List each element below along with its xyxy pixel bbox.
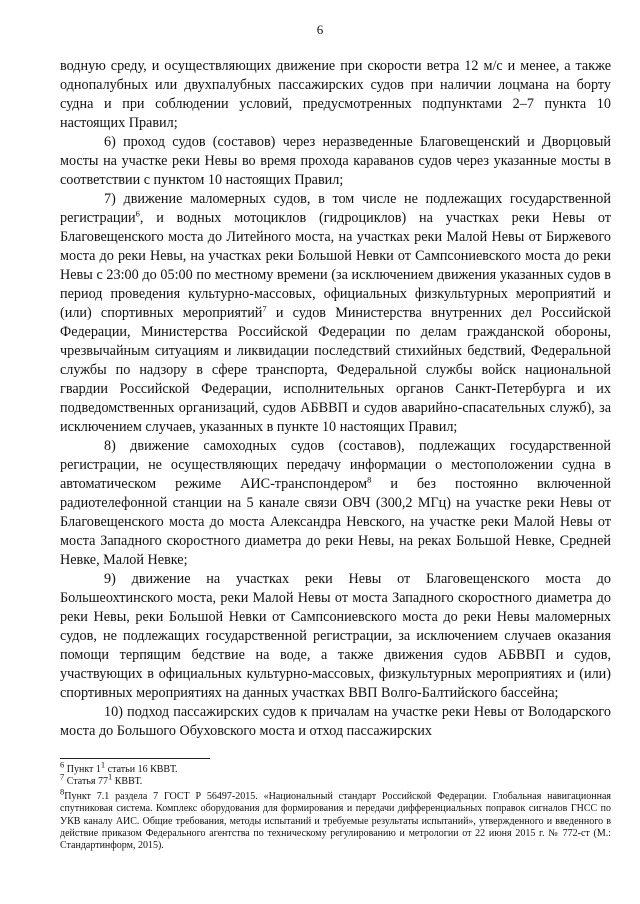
paragraph-item-8: [60, 437, 611, 570]
footnote-ref-8[interactable]: 8: [367, 474, 372, 485]
paragraph-item-8-part-2: и без постоянно включенной радиотелефонной станции на 5 канале связи ОВЧ (300,2 МГц) на участке реки Невы от Благовещенского моста до моста Александра Невского, на участке реки Малой Невы от моста Западного скоростного диаметра до реки Невы, на реках Большой Невке, Средней Невке, Малой Невке;: [60, 476, 611, 568]
paragraph-item-10: 10) подход пассажирских судов к причалам на участке реки Невы от Володарского моста до Большого Обуховского моста и отход пассажирских: [60, 704, 611, 739]
footnote-ref-7[interactable]: 7: [262, 303, 267, 314]
paragraph-item-7: [60, 190, 611, 437]
footnote-7-text-b: КВВТ.: [112, 776, 143, 788]
paragraph-item-7-part-3: и судов Министерства внутренних дел Российской Федерации, Министерства Российской Федерации по делам гражданской обороны, чрезвычайным ситуациям и ликвидации последствий стихийных бедствий, Федеральной службы по надзору в сфере транспорта, Федеральной службы войск национальной гвардии Российской Федерации, исполнительных органов Санкт-Петербурга и их подведомственных организаций, судов АБВВП и судов аварийно-спасательных служб), за исключением случаев, указанных в пункте 10 настоящих Правил;: [60, 305, 611, 435]
paragraph-item-9: 9) движение на участках реки Невы от Благовещенского моста до Большеохтинского моста, реки Малой Невы от моста Западного скоростного диаметра до реки Невы, реки Большой Невки от Сампсониевского моста до реки Невы маломерных судов, не подлежащих государственной регистрации, за исключением случаев оказания помощи терпящим бедствие на воде, а также движения судов АБВВП и судов, участвующих в официальных культурно-массовых, физкультурных мероприятиях и (или) спортивных мероприятиях на данных участках ВВП Волго-Балтийского бассейна;: [60, 571, 611, 701]
footnote-7-mark: 7: [60, 772, 65, 783]
footnotes: [60, 759, 611, 853]
footnote-6-text-b: статьи 16 КВВТ.: [105, 764, 178, 775]
paragraph-item-7-part-1: 7) движение маломерных судов, в том числе не подлежащих государственной регистрации: [60, 191, 611, 226]
footnote-divider: [60, 758, 210, 759]
page-number: 6: [316, 22, 324, 37]
footnote-8-mark: 8: [60, 786, 65, 797]
footnote-6-sup: 1: [100, 759, 106, 770]
document-body: [60, 57, 611, 741]
footnote-6: [60, 759, 611, 776]
footnote-8-text: Пункт 7.1 раздела 7 ГОСТ Р 56497-2015. «Национальный стандарт Российской Федерации. Глобальная навигационная спутниковая система. Комплекс оборудования для формирования и передачи дифференциальных поправок сигналов ГНСС по УКВ каналу АИС. Общие требования, методы испытаний и требуемые результаты испытаний», утвержденного и введенного в действие приказом Федерального агентства по техническому регулированию и метрологии от 22 июня 2015 г. № 772-ст (М.: Стандартинформ, 2015).: [60, 790, 611, 852]
footnote-7-sup: 1: [108, 772, 113, 783]
paragraph-item-8-part-1: 8) движение самоходных судов (составов), подлежащих государственной регистрации, не осуществляющих передачу информации о местоположении судна в автоматическом режиме АИС-транспондером: [60, 438, 611, 492]
footnote-7: [60, 772, 611, 788]
paragraph-continuation: водную среду, и осуществляющих движение при скорости ветра 12 м/с и менее, а также однопалубных или двухпалубных пассажирских судов при наличии лоцмана на борту судна и при соблюдении условий, предусмотренных подпунктами 2–7 пункта 10 настоящих Правил;: [60, 58, 611, 131]
paragraph-item-7-part-2: , и водных мотоциклов (гидроциклов) на участках реки Невы от Благовещенского моста до Литейного моста, на участках реки Малой Невы от Биржевого моста до реки Невы, на участках реки Большой Невки от Сампсониевского моста до реки Невы с 23:00 до 05:00 по местному времени (за исключением движения указанных судов в период проведения культурно-массовых, официальных физкультурных мероприятий и (или) спортивных мероприятий: [60, 210, 611, 321]
footnote-6-text-a: Пункт 1: [64, 764, 101, 775]
footnote-ref-6[interactable]: 6: [135, 208, 140, 219]
footnote-6-mark: 6: [60, 759, 65, 770]
paragraph-item-6: 6) проход судов (составов) через неразведенные Благовещенский и Дворцовый мосты на участке реки Невы во время прохода караванов судов через указанные мосты в соответствии с пунктом 10 настоящих Правил;: [60, 134, 611, 188]
footnote-8: [60, 786, 611, 853]
footnote-7-text-a: Статья 77: [64, 776, 108, 788]
